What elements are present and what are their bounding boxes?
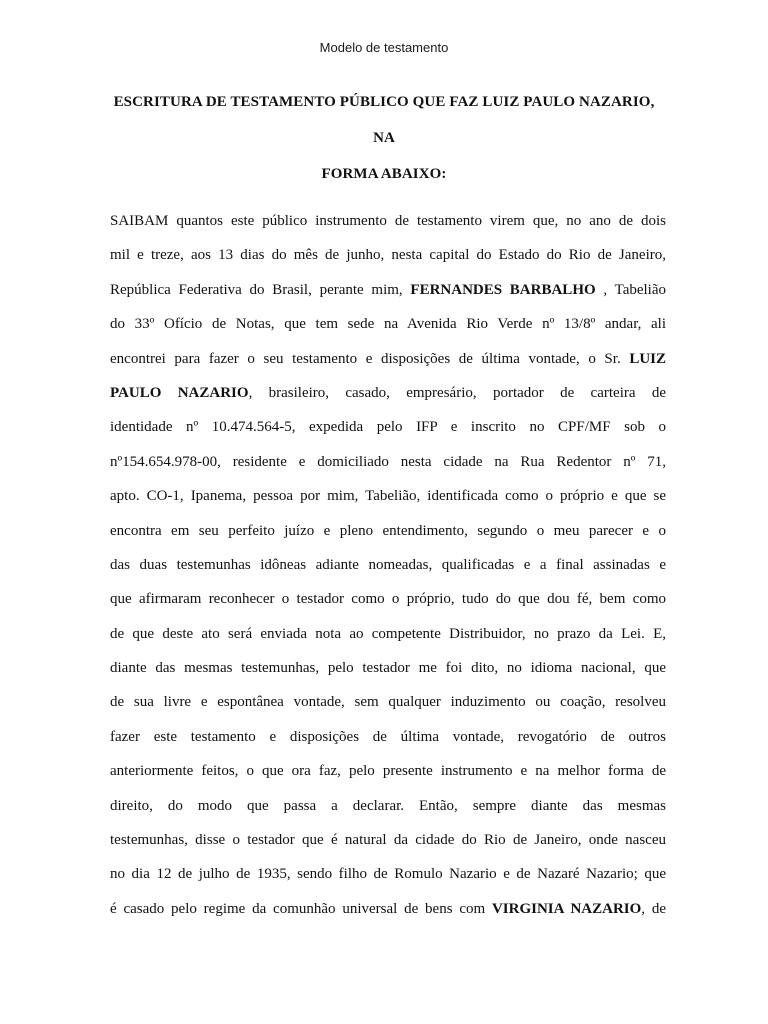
body-line — [110, 273, 666, 307]
body-text-segment: , Tabelião — [595, 281, 666, 298]
body-text-segment: , de — [641, 900, 666, 917]
body-line — [110, 857, 666, 891]
body-bold-name: LUIZ — [629, 350, 666, 367]
document-body — [110, 204, 666, 926]
body-text-segment: fazer este testamento e disposições de última vontade, revogatório de outros — [110, 728, 666, 745]
body-bold-name: PAULO NAZARIO — [110, 384, 249, 401]
body-text-segment: nº154.654.978-00, residente e domiciliado nesta cidade na Rua Redentor nº 71, — [110, 453, 666, 470]
body-line — [110, 514, 666, 548]
body-line — [110, 410, 666, 444]
body-text-segment: encontra em seu perfeito juízo e pleno entendimento, segundo o meu parecer e o — [110, 522, 666, 539]
body-line — [110, 754, 666, 788]
document-title-line-2: FORMA ABAIXO: — [321, 166, 447, 182]
body-line — [110, 685, 666, 719]
body-line — [110, 651, 666, 685]
page-header: Modelo de testamento — [319, 40, 449, 55]
body-text-segment: que afirmaram reconhecer o testador como o próprio, tudo do que dou fé, bem como — [110, 591, 666, 608]
body-text-segment: , brasileiro, casado, empresário, portador de carteira de — [248, 384, 666, 401]
body-text-segment: direito, do modo que passa a declarar. Então, sempre diante das mesmas — [110, 797, 666, 814]
body-line — [110, 823, 666, 857]
body-line — [110, 342, 666, 376]
body-text-segment: anteriormente feitos, o que ora faz, pelo presente instrumento e na melhor forma de — [110, 763, 666, 780]
body-line — [110, 548, 666, 582]
body-line — [110, 376, 666, 410]
body-text-segment: mil e treze, aos 13 dias do mês de junho, nesta capital do Estado do Rio de Janeiro, — [110, 247, 666, 264]
body-text-segment: República Federativa do Brasil, perante mim, — [110, 281, 411, 298]
document-title-line-1: ESCRITURA DE TESTAMENTO PÚBLICO QUE FAZ LUIZ PAULO NAZARIO, NA — [113, 94, 655, 146]
body-text-segment: SAIBAM quantos este público instrumento de testamento virem que, no ano de dois — [110, 213, 666, 229]
body-bold-name: VIRGINIA NAZARIO — [491, 900, 642, 917]
body-text-segment: identidade nº 10.474.564-5, expedida pelo IFP e inscrito no CPF/MF sob o — [110, 419, 666, 436]
body-line — [110, 445, 666, 479]
body-text-segment: é casado pelo regime da comunhão universal de bens com — [110, 900, 492, 917]
body-text-segment: testemunhas, disse o testador que é natural da cidade do Rio de Janeiro, onde nasceu — [110, 832, 666, 849]
body-line — [110, 204, 666, 238]
body-text-segment: das duas testemunhas idôneas adiante nomeadas, qualificadas e a final assinadas e — [110, 556, 666, 573]
body-text-segment: de que deste ato será enviada nota ao competente Distribuidor, no prazo da Lei. E, — [110, 625, 666, 642]
body-line — [110, 582, 666, 616]
body-text-segment: diante das mesmas testemunhas, pelo testador me foi dito, no idioma nacional, que — [110, 660, 666, 677]
body-line — [110, 307, 666, 341]
body-text-segment: do 33º Ofício de Notas, que tem sede na Avenida Rio Verde nº 13/8º andar, ali — [110, 316, 666, 333]
body-line — [110, 617, 666, 651]
body-text-segment: de sua livre e espontânea vontade, sem qualquer induzimento ou coação, resolveu — [110, 694, 666, 711]
body-line — [110, 789, 666, 823]
body-bold-name: FERNANDES BARBALHO — [410, 281, 596, 298]
document-title — [110, 84, 658, 192]
body-text-segment: encontrei para fazer o seu testamento e disposições de última vontade, o Sr. — [110, 350, 630, 367]
body-line — [110, 892, 666, 926]
body-text-segment: no dia 12 de julho de 1935, sendo filho de Romulo Nazario e de Nazaré Nazario; que — [110, 866, 666, 883]
body-text-segment: apto. CO-1, Ipanema, pessoa por mim, Tabelião, identificada como o próprio e que se — [110, 488, 666, 505]
body-line — [110, 238, 666, 272]
body-line — [110, 720, 666, 754]
body-line — [110, 479, 666, 513]
